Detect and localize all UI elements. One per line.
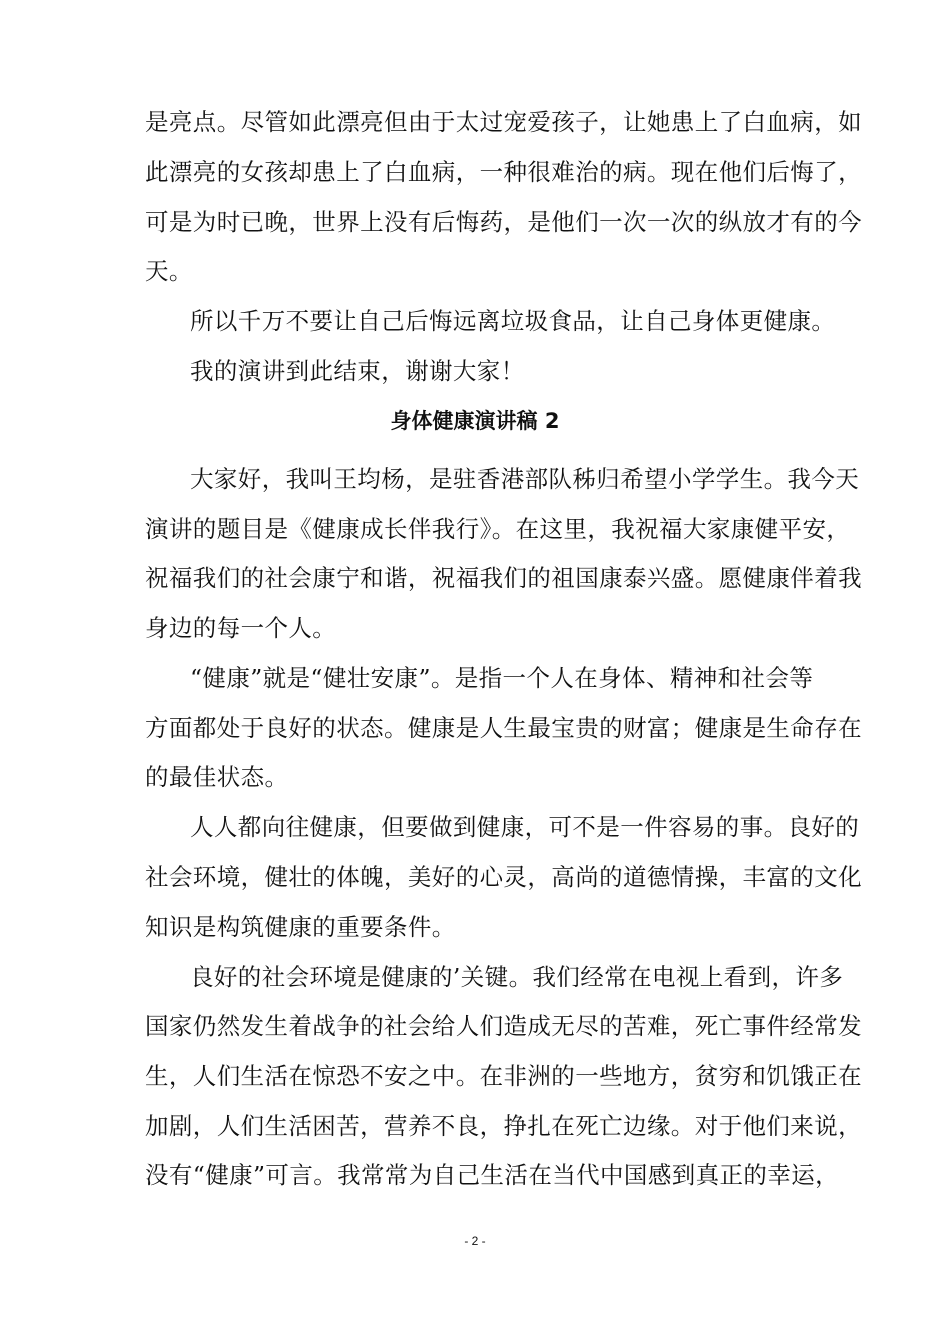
body-line: 社会环境，健壮的体魄，美好的心灵，高尚的道德情操，丰富的文化 bbox=[145, 863, 862, 891]
body-line: 国家仍然发生着战争的社会给人们造成无尽的苦难，死亡事件经常发 bbox=[145, 1012, 862, 1040]
body-line: 是亮点。尽管如此漂亮但由于太过宠爱孩子，让她患上了白血病，如 bbox=[145, 108, 862, 136]
section-heading: 身体健康演讲稿 2 bbox=[390, 409, 560, 433]
body-line: 可是为时已晚，世界上没有后悔药，是他们一次一次的纵放才有的今 bbox=[145, 208, 862, 236]
body-line: 身边的每一个人。 bbox=[145, 614, 337, 642]
body-line: 天。 bbox=[145, 257, 193, 285]
body-line: 大家好，我叫王均杨，是驻香港部队秭归希望小学学生。我今天 bbox=[190, 465, 860, 493]
body-line: 生，人们生活在惊恐不安之中。在非洲的一些地方，贫穷和饥饿正在 bbox=[145, 1062, 862, 1090]
body-line: 此漂亮的女孩却患上了白血病，一种很难治的病。现在他们后悔了， bbox=[145, 158, 862, 186]
body-line: 加剧，人们生活困苦，营养不良，挣扎在死亡边缘。对于他们来说， bbox=[145, 1112, 862, 1140]
body-line: “健康”就是“健壮安康”。是指一个人在身体、精神和社会等 bbox=[190, 664, 814, 692]
body-line: 知识是构筑健康的重要条件。 bbox=[145, 913, 456, 941]
body-line: 人人都向往健康，但要做到健康，可不是一件容易的事。良好的 bbox=[190, 813, 860, 841]
body-line: 演讲的题目是《健康成长伴我行》。在这里，我祝福大家康健平安， bbox=[145, 515, 851, 543]
page-number: - 2 - bbox=[464, 1234, 486, 1248]
body-line: 祝福我们的社会康宁和谐，祝福我们的祖国康泰兴盛。愿健康伴着我 bbox=[145, 564, 862, 592]
body-line: 的最佳状态。 bbox=[145, 763, 289, 791]
body-line: 我的演讲到此结束，谢谢大家！ bbox=[190, 357, 525, 385]
body-line: 良好的社会环境是健康的’关键。我们经常在电视上看到，许多 bbox=[190, 963, 844, 991]
body-line: 所以千万不要让自己后悔远离垃圾食品，让自己身体更健康。 bbox=[190, 307, 836, 335]
body-line: 没有“健康”可言。我常常为自己生活在当代中国感到真正的幸运， bbox=[145, 1161, 840, 1189]
body-line: 方面都处于良好的状态。健康是人生最宝贵的财富；健康是生命存在 bbox=[145, 714, 862, 742]
